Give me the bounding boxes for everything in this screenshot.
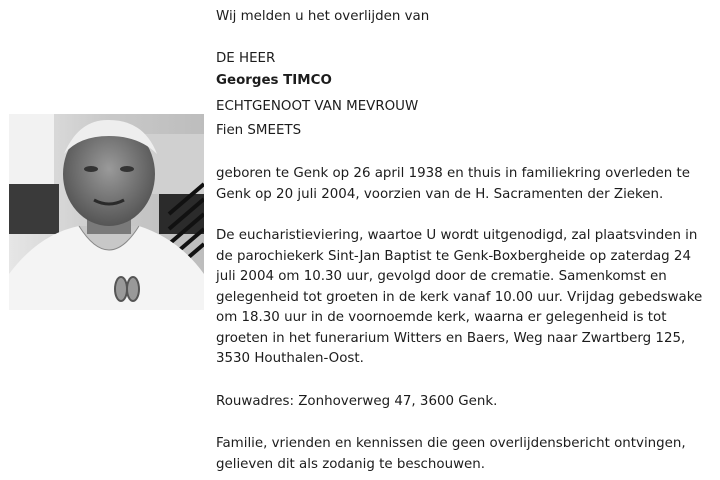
deceased-name: Georges TIMCO <box>216 73 332 88</box>
intro-line: Wij melden u het overlijden van <box>216 9 430 24</box>
ceremony-line: de parochiekerk Sint-Jan Baptist te Genk-Boxbergheide op zaterdag 24 <box>216 248 691 264</box>
address-paragraph <box>216 392 497 413</box>
ceremony-line: gelegenheid tot groeten in de kerk vanaf 10.00 uur. Vrijdag gebedswake <box>216 289 703 305</box>
ceremony-line: groeten in het funerarium Witters en Baers, Weg naar Zwartberg 125, <box>216 330 686 346</box>
birth-paragraph <box>216 164 690 205</box>
portrait-photo <box>9 114 204 310</box>
mourning-address: Rouwadres: Zonhoverweg 47, 3600 Genk. <box>216 394 498 409</box>
ceremony-line: 3530 Houthalen-Oost. <box>216 351 364 366</box>
spouse-name: Fien SMEETS <box>216 123 302 138</box>
ceremony-line: De eucharistieviering, waartoe U wordt uitgenodigd, zal plaatsvinden in <box>216 228 698 243</box>
family-line: gelieven dit als zodanig te beschouwen. <box>216 456 486 472</box>
family-paragraph <box>216 434 686 475</box>
birth-line: Genk op 20 juli 2004, voorzien van de H. Sacramenten der Zieken. <box>216 186 664 202</box>
birth-line: geboren te Genk op 26 april 1938 en thuis in familiekring overleden te <box>216 166 690 181</box>
ceremony-line: juli 2004 om 10.30 uur, gevolgd door de crematie. Samenkomst en <box>216 269 667 284</box>
spouse-title: ECHTGENOOT VAN MEVROUW <box>216 99 419 114</box>
honorific: DE HEER <box>216 51 276 66</box>
ceremony-paragraph <box>216 226 702 370</box>
family-line: Familie, vrienden en kennissen die geen overlijdensbericht ontvingen, <box>216 436 686 451</box>
ceremony-line: om 18.30 uur in de voornoemde kerk, waarna er gelegenheid is tot <box>216 310 667 325</box>
